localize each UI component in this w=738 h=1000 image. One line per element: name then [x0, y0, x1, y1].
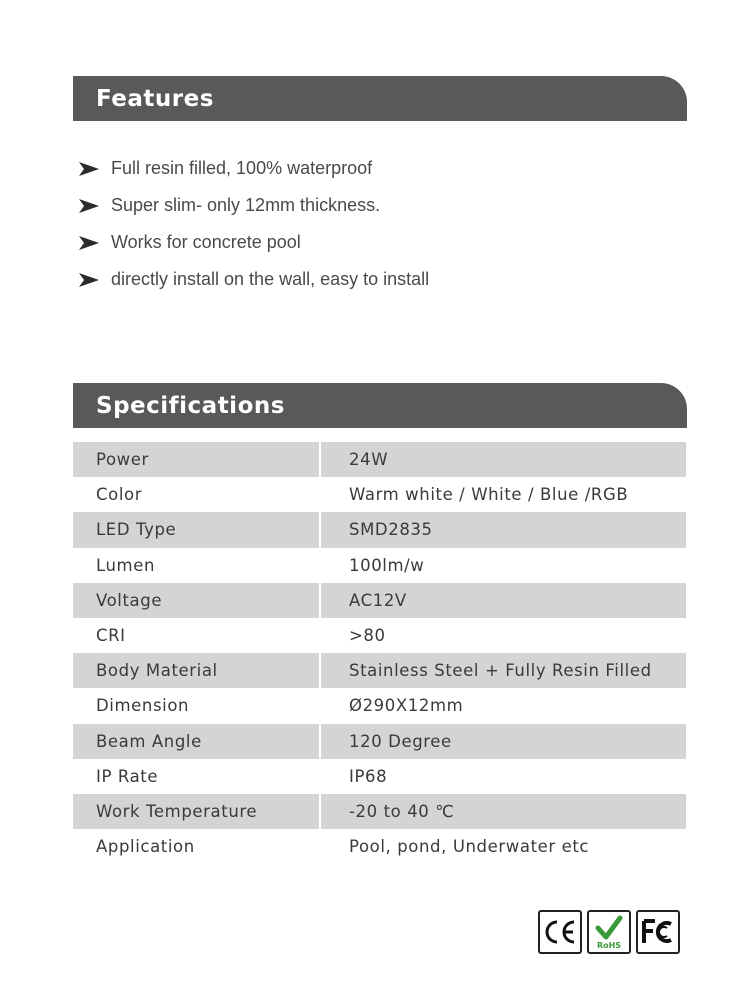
spec-label: Work Temperature	[96, 801, 258, 821]
spec-value: 100lm/w	[349, 555, 425, 575]
spec-value: >80	[349, 626, 386, 646]
spec-row-work-temperature	[73, 794, 686, 829]
feature-text: Works for concrete pool	[111, 232, 301, 252]
spec-row-application	[73, 829, 686, 864]
spec-value: Pool, pond, Underwater etc	[349, 837, 590, 857]
specifications-table	[73, 442, 686, 864]
spec-value: IP68	[349, 766, 388, 786]
spec-row-power	[73, 442, 686, 477]
spec-label: LED Type	[96, 520, 177, 540]
specifications-header	[73, 383, 687, 428]
spec-label: Color	[96, 485, 143, 505]
spec-value: Ø290X12mm	[349, 696, 464, 716]
arrow-bullet-icon	[77, 197, 101, 215]
spec-value: Warm white / White / Blue /RGB	[349, 485, 629, 505]
arrow-bullet-icon	[77, 234, 101, 252]
arrow-bullet-icon	[77, 271, 101, 289]
spec-value: Stainless Steel + Fully Resin Filled	[349, 661, 652, 681]
specifications-title: Specifications	[96, 393, 285, 419]
feature-text: Full resin filled, 100% waterproof	[111, 158, 373, 178]
feature-item	[77, 187, 429, 224]
spec-row-color	[73, 477, 686, 512]
spec-row-voltage	[73, 583, 686, 618]
feature-text: directly install on the wall, easy to install	[111, 269, 430, 289]
spec-row-ip-rate	[73, 759, 686, 794]
spec-row-dimension	[73, 688, 686, 723]
spec-label: IP Rate	[96, 766, 159, 786]
features-header	[73, 76, 687, 121]
fc-mark-icon	[636, 910, 680, 954]
spec-value: -20 to 40 ℃	[349, 801, 455, 821]
feature-item	[77, 150, 429, 187]
rohs-check-icon	[587, 910, 631, 954]
spec-label: Lumen	[96, 555, 156, 575]
feature-text: Super slim- only 12mm thickness.	[111, 195, 381, 215]
spec-label: CRI	[96, 626, 126, 646]
spec-label: Power	[96, 450, 149, 470]
feature-item	[77, 224, 429, 261]
spec-row-led-type	[73, 512, 686, 547]
features-title: Features	[96, 86, 214, 112]
certification-badges	[538, 910, 680, 954]
spec-label: Body Material	[96, 661, 218, 681]
arrow-bullet-icon	[77, 160, 101, 178]
spec-row-lumen	[73, 548, 686, 583]
spec-value: 120 Degree	[349, 731, 452, 751]
feature-item	[77, 261, 429, 298]
features-list	[77, 150, 429, 298]
spec-row-cri	[73, 618, 686, 653]
spec-row-body-material	[73, 653, 686, 688]
spec-label: Voltage	[96, 590, 163, 610]
ce-mark-icon	[538, 910, 582, 954]
spec-label: Dimension	[96, 696, 190, 716]
spec-row-beam-angle	[73, 724, 686, 759]
spec-value: SMD2835	[349, 520, 433, 540]
spec-value: AC12V	[349, 590, 407, 610]
spec-label: Application	[96, 837, 195, 857]
spec-value: 24W	[349, 450, 389, 470]
rohs-label: RoHS	[596, 940, 622, 950]
spec-label: Beam Angle	[96, 731, 202, 751]
